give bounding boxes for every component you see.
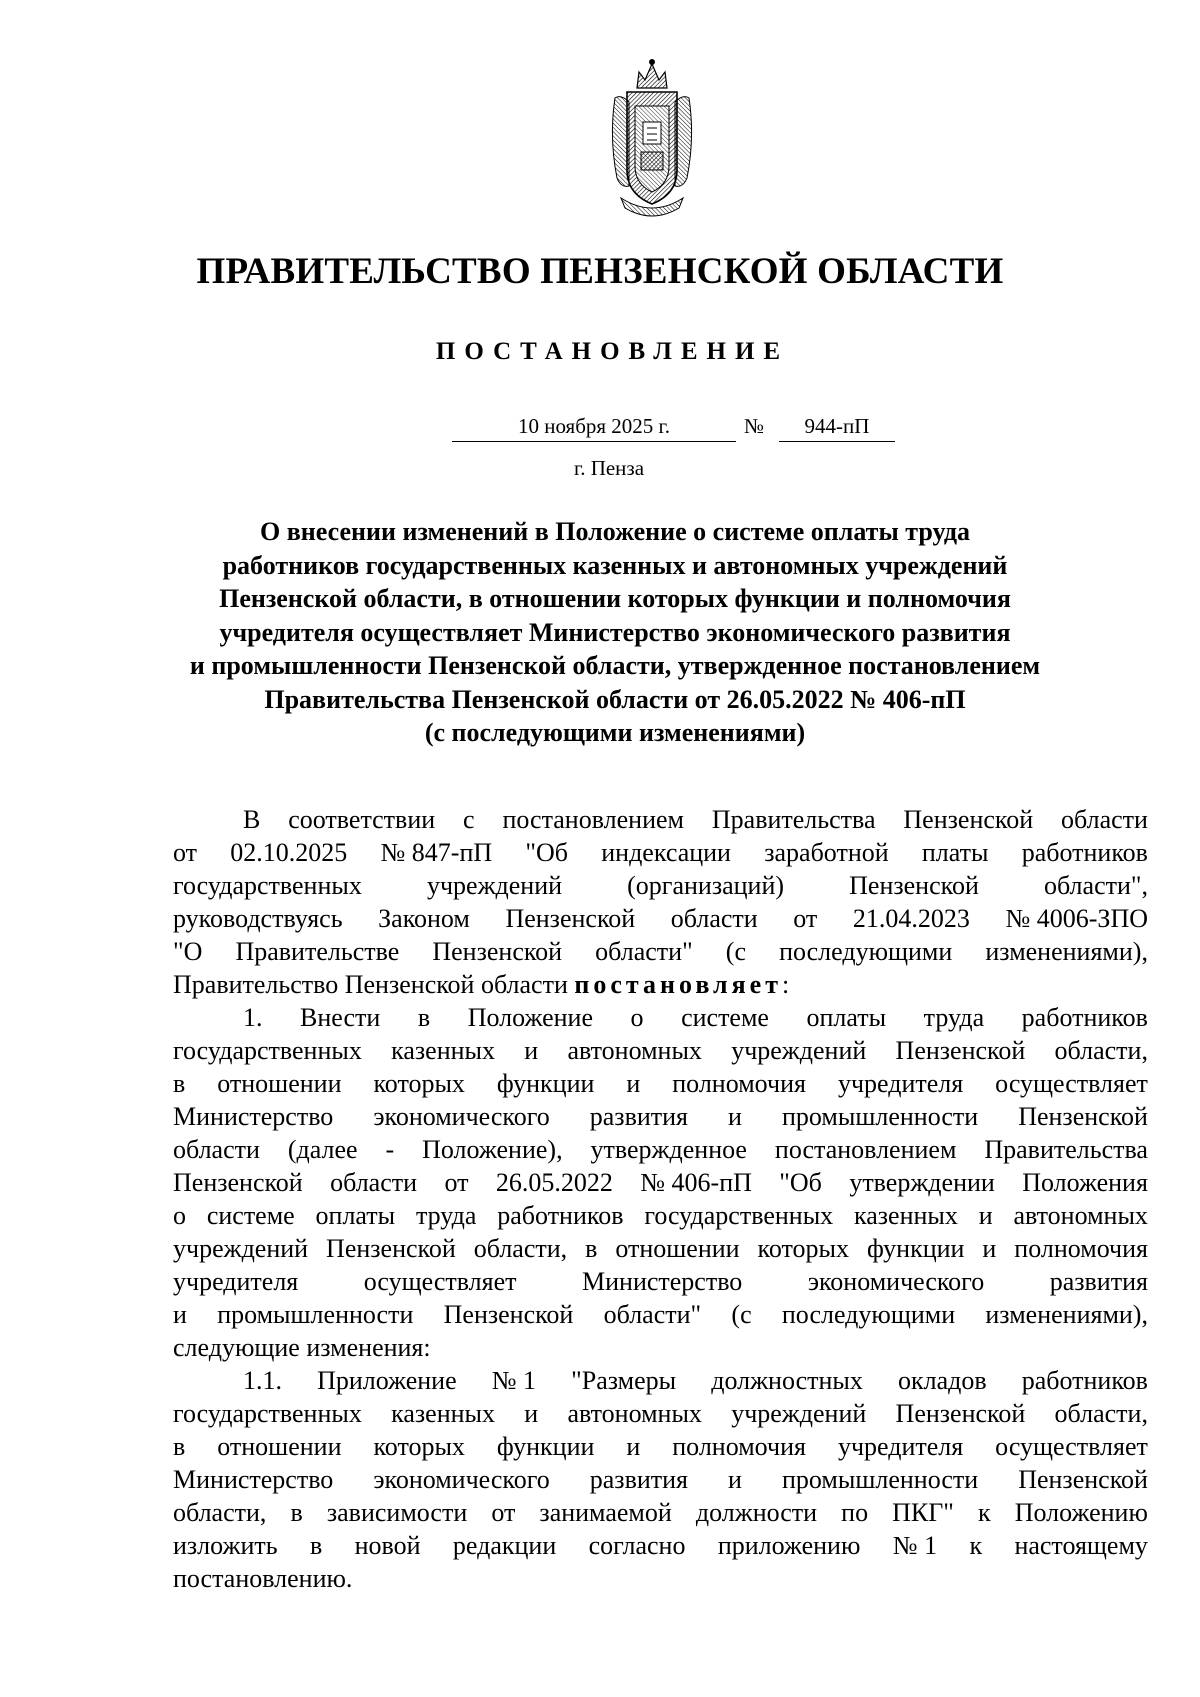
body-word: труда (415, 1201, 477, 1230)
heading-line: (с последующими изменениями) (424, 718, 806, 747)
body-word: Пензенской (173, 1168, 303, 1197)
body-word: учреждений (731, 1036, 867, 1065)
body-line (173, 1001, 1148, 1034)
government-title: ПРАВИТЕЛЬСТВО ПЕНЗЕНСКОЙ ОБЛАСТИ (196, 251, 1004, 292)
body-word: Пензенской (432, 937, 563, 966)
body-word: соответствии (288, 805, 436, 834)
body-line (173, 1100, 1148, 1133)
body-word: автономных (1013, 1201, 1148, 1230)
body-word: утвержденное (590, 1135, 747, 1164)
body-word: (с (731, 1300, 752, 1329)
body-word: новой (354, 1531, 421, 1560)
body-word: государственных (173, 871, 362, 900)
body-word: Пензенской (1018, 1102, 1148, 1131)
body-word: Законом (378, 904, 470, 933)
heading-line: Правительства Пензенской области от 26.05.2022 № 406-пП (264, 684, 966, 714)
body-word: Министерство (173, 1102, 334, 1131)
body-word: № 406-пП (640, 1168, 752, 1197)
body-line (173, 1232, 1148, 1265)
body-word: "Об (525, 838, 569, 867)
body-word: от (793, 904, 818, 933)
body-word: к (969, 1531, 983, 1560)
body-word: осуществляет (995, 1069, 1148, 1098)
body-word: и (728, 1102, 742, 1131)
heading-line: учредителя осуществляет Министерство экономического развития (219, 617, 1011, 647)
body-word: Правительства (711, 805, 876, 834)
body-word: промышленности (782, 1465, 979, 1494)
body-word: № 1 (491, 1366, 537, 1395)
body-line (173, 1265, 1148, 1298)
body-line (173, 1067, 1148, 1100)
document-body (173, 803, 1148, 1595)
body-word: в (173, 1069, 186, 1098)
body-word: 1. (243, 1003, 263, 1032)
body-word: должности (695, 1498, 818, 1527)
body-word: согласно (588, 1531, 686, 1560)
body-word: "Об (779, 1168, 822, 1197)
body-word: функции (866, 1234, 965, 1263)
body-word: и (626, 1432, 641, 1461)
body-word: настоящему (1014, 1531, 1148, 1560)
body-word: Пензенской (326, 1234, 456, 1263)
body-word: работников (497, 1201, 624, 1230)
body-word: № 4006-ЗПО (1005, 904, 1148, 933)
body-word: государственных (173, 1399, 362, 1428)
body-word: о (173, 1201, 186, 1230)
body-line (173, 1166, 1148, 1199)
body-word: 26.05.2022 (495, 1168, 613, 1197)
body-word: № 847-пП (380, 838, 493, 867)
body-word: ПКГ" (892, 1498, 954, 1527)
body-word: автономных (567, 1399, 702, 1428)
body-word: области (670, 904, 758, 933)
body-word: развития (589, 1102, 689, 1131)
body-word: учредителя (837, 1069, 964, 1098)
body-word: казенных (854, 1201, 958, 1230)
body-word: которых (757, 1234, 850, 1263)
body-word: работников (1021, 1366, 1148, 1395)
body-word: которых (373, 1069, 465, 1098)
resolves-word: постановляет (574, 970, 782, 999)
body-word: Положения (1022, 1168, 1148, 1197)
body-word: учреждений (731, 1399, 867, 1428)
body-word: в (417, 1003, 431, 1032)
body-word: 21.04.2023 (852, 904, 970, 933)
body-word: Пензенской (895, 1036, 1026, 1065)
body-word: области (330, 1168, 418, 1197)
body-word: 1.1. (243, 1366, 282, 1395)
body-word: государственных (644, 1201, 834, 1230)
body-word: В (243, 805, 261, 834)
body-word: Положение), (422, 1135, 563, 1164)
body-word: автономных (567, 1036, 702, 1065)
city: г. Пенза (573, 456, 645, 480)
body-line (173, 1496, 1148, 1529)
body-word: осуществляет (995, 1432, 1148, 1461)
body-word: отношении (217, 1069, 342, 1098)
body-word: области, (1054, 1399, 1148, 1428)
body-text-span: : (781, 970, 790, 999)
body-line (173, 803, 1148, 836)
number-sign: № (744, 414, 765, 438)
body-word: утверждении (849, 1168, 995, 1197)
body-line (173, 902, 1148, 935)
body-line (173, 869, 1148, 902)
body-line: следующие изменения: (173, 1333, 431, 1362)
body-word: функции (496, 1069, 595, 1098)
document-number: 944-пП (779, 414, 895, 442)
body-word: работников (1021, 838, 1148, 867)
body-word: государственных (173, 1036, 362, 1065)
body-word: постановлением (774, 1135, 957, 1164)
body-word: в (173, 1432, 186, 1461)
body-word: области, (173, 1498, 267, 1527)
body-word: которых (373, 1432, 465, 1461)
date-number-line (0, 414, 1200, 446)
body-word: № 1 (892, 1531, 938, 1560)
body-word: Положению (1014, 1498, 1148, 1527)
body-word: Правительства (984, 1135, 1148, 1164)
body-word: казенных (391, 1036, 496, 1065)
body-word: руководствуясь (173, 904, 343, 933)
heading-line: работников государственных казенных и автономных учреждений (222, 550, 1008, 580)
body-word: от (444, 1168, 469, 1197)
body-word: Пензенской (849, 871, 979, 900)
body-word: изменениями), (985, 1300, 1148, 1329)
body-word: и (728, 1465, 742, 1494)
body-word: учреждений (173, 1234, 309, 1263)
body-word: учреждений (426, 871, 563, 900)
body-word: от (173, 838, 198, 867)
body-word: труда (923, 1003, 985, 1032)
body-word: области" (595, 937, 693, 966)
body-word: области, (1054, 1036, 1148, 1065)
body-word: полномочия (672, 1432, 806, 1461)
body-word: области" (603, 1300, 702, 1329)
body-word: Министерство (582, 1267, 743, 1296)
body-word: и (978, 1201, 993, 1230)
body-word: полномочия (1014, 1234, 1148, 1263)
body-word: промышленности (782, 1102, 979, 1131)
body-word: о (630, 1003, 644, 1032)
body-word: постановлением (502, 805, 684, 834)
body-word: осуществляет (363, 1267, 517, 1296)
body-line (173, 1133, 1148, 1166)
heading-line: и промышленности Пензенской области, утвержденное постановлением (189, 651, 1041, 680)
body-word: системе (681, 1003, 769, 1032)
body-word: последующими (781, 1300, 956, 1329)
document-type: ПОСТАНОВЛЕНИЕ (435, 338, 790, 365)
body-line (173, 1463, 1148, 1496)
body-line (173, 1364, 1148, 1397)
body-word: и (626, 1069, 641, 1098)
body-line (173, 1034, 1148, 1067)
body-word: развития (589, 1465, 689, 1494)
body-word: области (173, 1135, 260, 1164)
body-word: Правительстве (235, 937, 400, 966)
body-word: Внести (300, 1003, 381, 1032)
body-word: Приложение (317, 1366, 457, 1395)
body-line (173, 968, 1148, 1001)
body-word: Пензенской (1018, 1465, 1148, 1494)
body-word: последующими (779, 937, 953, 966)
body-word: отношении (217, 1432, 342, 1461)
body-word: 02.10.2025 (230, 838, 348, 867)
body-word: Пензенской (895, 1399, 1026, 1428)
body-word: по (841, 1498, 869, 1527)
body-word: в (585, 1234, 598, 1263)
body-word: учредителя (173, 1267, 299, 1296)
body-word: с (463, 805, 475, 834)
body-word: Министерство (173, 1465, 334, 1494)
body-line (173, 935, 1148, 968)
body-word: работников (1021, 1003, 1148, 1032)
body-word: (с (725, 937, 746, 966)
body-word: "О (173, 937, 203, 966)
body-word: - (385, 1135, 395, 1164)
body-word: полномочия (672, 1069, 806, 1098)
body-word: отношении (615, 1234, 740, 1263)
body-word: изложить (173, 1531, 278, 1560)
body-word: (организаций) (627, 871, 785, 900)
body-word: оплаты (806, 1003, 887, 1032)
body-word: занимаемой (539, 1498, 672, 1527)
body-word: и (173, 1300, 187, 1329)
body-word: экономического (807, 1267, 985, 1296)
coat-of-arms-emblem (607, 58, 697, 218)
body-word: и (982, 1234, 997, 1263)
body-word: Пензенской (505, 904, 636, 933)
body-word: в (309, 1531, 323, 1560)
body-line (173, 1529, 1148, 1562)
body-word: Пензенской (903, 805, 1034, 834)
body-line (173, 1397, 1148, 1430)
body-word: (далее (287, 1135, 358, 1164)
body-word: экономического (373, 1465, 550, 1494)
body-word: платы (921, 838, 989, 867)
body-word: изменениями), (985, 937, 1148, 966)
body-word: индексации (601, 838, 731, 867)
body-word: области", (1043, 871, 1148, 900)
body-line (173, 1199, 1148, 1232)
document-date: 10 ноября 2025 г. (452, 414, 736, 442)
body-word: Положение (467, 1003, 593, 1032)
heading-line: Пензенской области, в отношении которых функции и полномочия (219, 584, 1011, 613)
body-text-span: Правительство Пензенской области (173, 970, 575, 999)
body-line: постановлению. (173, 1564, 353, 1593)
heading-line: О внесении изменений в Положение о системе оплаты труда (260, 517, 970, 546)
body-word: области, (473, 1234, 568, 1263)
body-word: к (978, 1498, 991, 1527)
body-line (173, 1298, 1148, 1331)
body-word: экономического (373, 1102, 550, 1131)
body-word: и (524, 1399, 539, 1428)
body-word: окладов (897, 1366, 987, 1395)
body-word: учредителя (837, 1432, 964, 1461)
body-word: системе (206, 1201, 295, 1230)
body-word: развития (1049, 1267, 1148, 1296)
body-word: области (1061, 805, 1148, 834)
body-word: промышленности (217, 1300, 414, 1329)
body-word: заработной (764, 838, 889, 867)
document-heading (150, 515, 1080, 750)
body-word: "Размеры (571, 1366, 677, 1395)
body-word: Пензенской (443, 1300, 574, 1329)
body-word: должностных (711, 1366, 863, 1395)
body-word: зависимости (326, 1498, 468, 1527)
body-word: в (290, 1498, 303, 1527)
body-word: казенных (391, 1399, 496, 1428)
body-word: от (491, 1498, 516, 1527)
body-line (173, 836, 1148, 869)
body-line (173, 1430, 1148, 1463)
body-word: и (524, 1036, 539, 1065)
body-word: функции (496, 1432, 595, 1461)
body-word: редакции (452, 1531, 557, 1560)
body-word: оплаты (315, 1201, 396, 1230)
body-word: приложению (717, 1531, 861, 1560)
